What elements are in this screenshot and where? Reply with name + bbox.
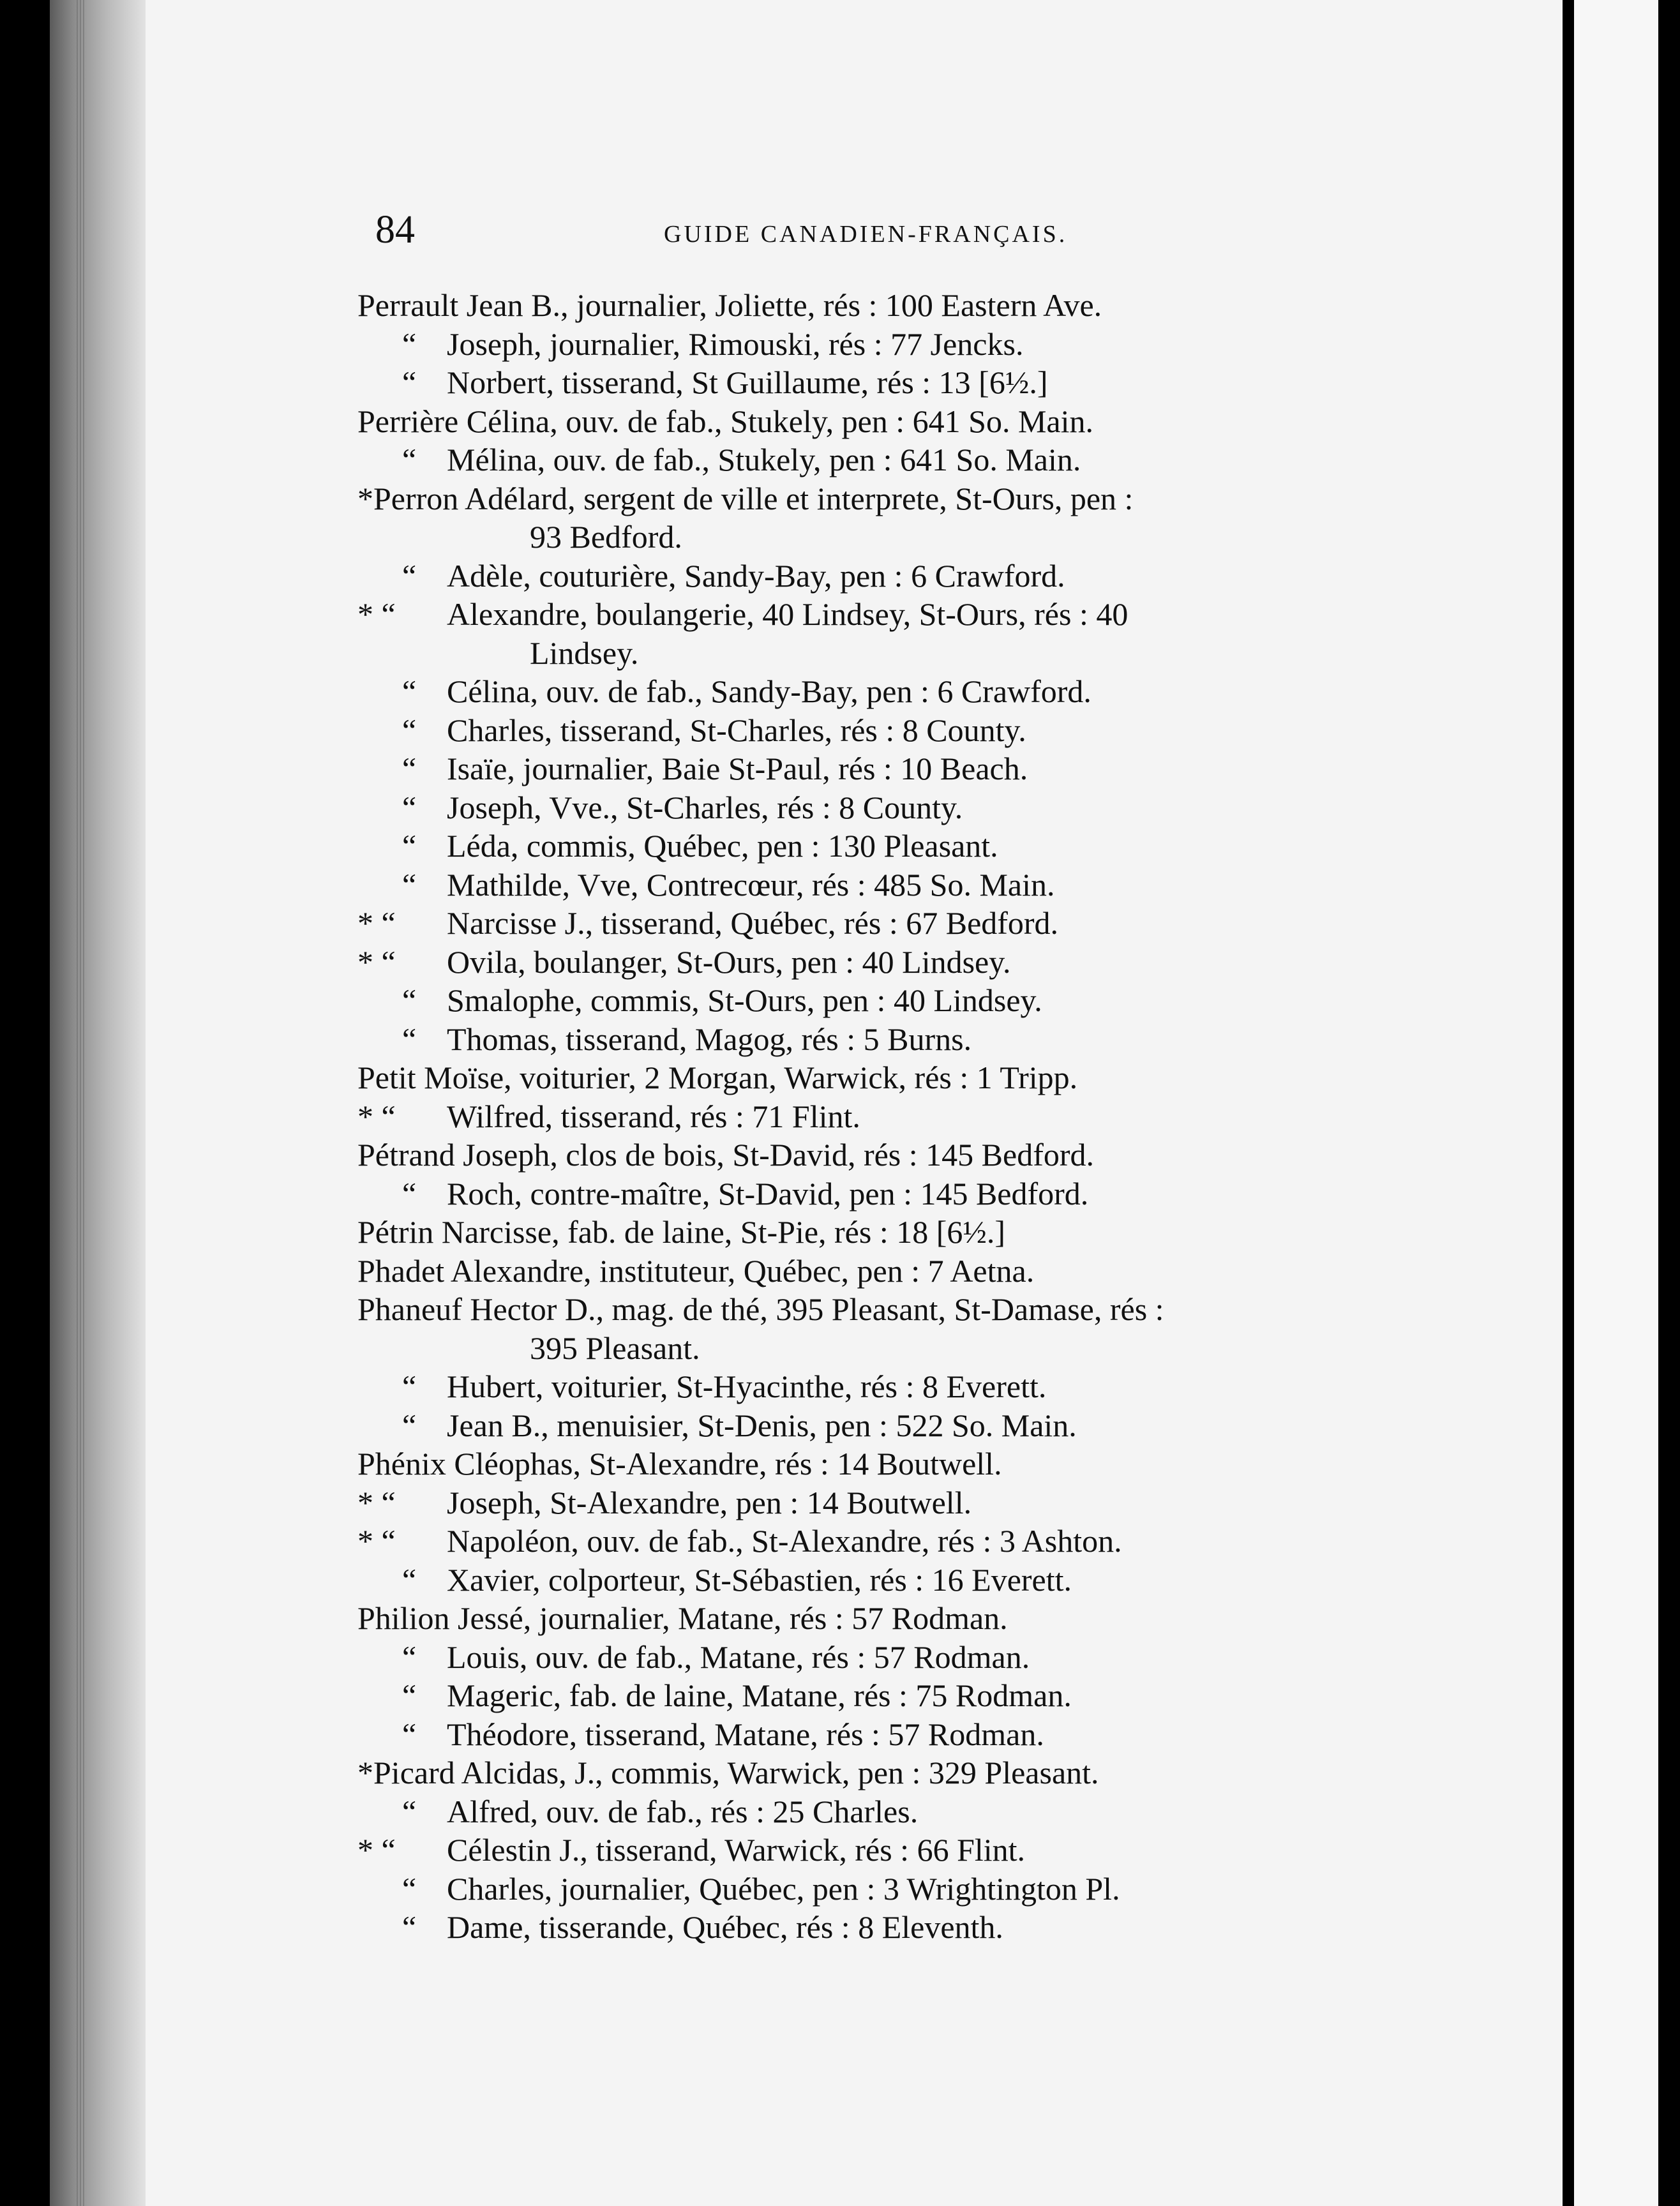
directory-entry (357, 1444, 1481, 1483)
directory-entries (357, 286, 1481, 1947)
ditto-mark: “ (402, 1021, 417, 1057)
directory-entry (357, 943, 1481, 982)
directory-entry (357, 286, 1481, 325)
entry-text: Phénix Cléophas, St-Alexandre, rés : 14 Boutwell. (357, 1446, 1002, 1482)
directory-entry (357, 711, 1481, 750)
directory-entry (357, 402, 1481, 441)
entry-text: Lindsey. (530, 634, 639, 671)
directory-entry (357, 518, 1481, 557)
directory-entry (357, 1561, 1481, 1600)
running-head: GUIDE CANADIEN-FRANÇAIS. (664, 221, 1068, 248)
ditto-mark: * “ (357, 1523, 396, 1559)
entry-text: Célina, ouv. de fab., Sandy-Bay, pen : 6 Crawford. (447, 673, 1091, 709)
directory-entry (357, 1290, 1481, 1329)
ditto-mark: “ (402, 673, 417, 709)
directory-entry (357, 1676, 1481, 1715)
entry-text: Adèle, couturière, Sandy-Bay, pen : 6 Crawford. (447, 557, 1065, 594)
ditto-mark: * “ (357, 1098, 396, 1134)
entry-text: Louis, ouv. de fab., Matane, rés : 57 Rodman. (447, 1639, 1030, 1675)
directory-entry (357, 1522, 1481, 1561)
ditto-mark: “ (402, 1677, 417, 1713)
directory-entry (357, 1792, 1481, 1831)
entry-text: Alexandre, boulangerie, 40 Lindsey, St-Ours, rés : 40 (447, 596, 1129, 632)
directory-entry (357, 1213, 1481, 1252)
entry-text: 93 Bedford. (530, 519, 682, 555)
directory-entry (357, 595, 1481, 634)
entry-text: *Perron Adélard, sergent de ville et interprete, St-Ours, pen : (357, 480, 1134, 516)
entry-text: Wilfred, tisserand, rés : 71 Flint. (447, 1098, 860, 1134)
ditto-mark: “ (402, 326, 417, 362)
entry-text: Perrière Célina, ouv. de fab., Stukely, pen : 641 So. Main. (357, 403, 1094, 439)
directory-entry (357, 672, 1481, 711)
directory-entry (357, 1252, 1481, 1291)
entry-text: Jean B., menuisier, St-Denis, pen : 522 So. Main. (447, 1407, 1077, 1443)
directory-entry (357, 1753, 1481, 1792)
directory-entry (357, 1599, 1481, 1638)
page-number: 84 (375, 208, 415, 251)
entry-text: Hubert, voiturier, St-Hyacinthe, rés : 8 Everett. (447, 1369, 1047, 1404)
entry-text: Mélina, ouv. de fab., Stukely, pen : 641 So. Main. (447, 442, 1081, 477)
ditto-mark: “ (402, 442, 417, 477)
ditto-mark: * “ (357, 1832, 396, 1868)
page-edge-lines (77, 0, 86, 2206)
directory-entry (357, 363, 1481, 402)
ditto-mark: “ (402, 1407, 417, 1443)
ditto-mark: “ (402, 1909, 417, 1945)
directory-entry (357, 1831, 1481, 1870)
entry-text: *Picard Alcidas, J., commis, Warwick, pen : 329 Pleasant. (357, 1755, 1099, 1790)
ditto-mark: “ (402, 789, 417, 825)
ditto-mark: “ (402, 712, 417, 748)
entry-text: Roch, contre-maître, St-David, pen : 145 Bedford. (447, 1175, 1089, 1212)
entry-text: Joseph, Vve., St-Charles, rés : 8 County. (447, 789, 963, 825)
directory-entry (357, 1097, 1481, 1136)
entry-text: Joseph, St-Alexandre, pen : 14 Boutwell. (447, 1484, 972, 1520)
directory-entry (357, 440, 1481, 479)
entry-text: Charles, tisserand, St-Charles, rés : 8 County. (447, 712, 1026, 748)
directory-entry (357, 866, 1481, 904)
directory-entry (357, 1329, 1481, 1368)
directory-entry (357, 1058, 1481, 1097)
entry-text: Phadet Alexandre, instituteur, Québec, pen : 7 Aetna. (357, 1252, 1035, 1289)
entry-text: Pétrin Narcisse, fab. de laine, St-Pie, rés : 18 [6½.] (357, 1214, 1006, 1250)
entry-text: Philion Jessé, journalier, Matane, rés : 57 Rodman. (357, 1600, 1008, 1636)
ditto-mark: “ (402, 828, 417, 864)
book-gutter-shadow (50, 0, 146, 2206)
directory-entry (357, 1406, 1481, 1445)
ditto-mark: “ (402, 1175, 417, 1212)
directory-entry (357, 904, 1481, 943)
entry-text: Alfred, ouv. de fab., rés : 25 Charles. (447, 1793, 919, 1829)
entry-text: Isaïe, journalier, Baie St-Paul, rés : 10 Beach. (447, 751, 1028, 786)
entry-text: Mageric, fab. de laine, Matane, rés : 75 Rodman. (447, 1677, 1072, 1713)
entry-text: Norbert, tisserand, St Guillaume, rés : 13 [6½.] (447, 364, 1048, 400)
entry-text: Thomas, tisserand, Magog, rés : 5 Burns. (447, 1021, 972, 1057)
ditto-mark: “ (402, 557, 417, 594)
entry-text: Pétrand Joseph, clos de bois, St-David, rés : 145 Bedford. (357, 1137, 1095, 1173)
ditto-mark: “ (402, 866, 417, 903)
ditto-mark: * “ (357, 905, 396, 941)
entry-text: Perrault Jean B., journalier, Joliette, rés : 100 Eastern Ave. (357, 287, 1102, 323)
ditto-mark: * “ (357, 943, 396, 980)
directory-entry (357, 1174, 1481, 1213)
directory-entry (357, 1136, 1481, 1174)
ditto-mark: “ (402, 982, 417, 1018)
directory-entry (357, 749, 1481, 788)
ditto-mark: * “ (357, 1484, 396, 1520)
ditto-mark: “ (402, 364, 417, 400)
entry-text: Phaneuf Hector D., mag. de thé, 395 Pleasant, St-Damase, rés : (357, 1291, 1164, 1327)
entry-text: Xavier, colporteur, St-Sébastien, rés : 16 Everett. (447, 1561, 1072, 1598)
entry-text: Mathilde, Vve, Contrecœur, rés : 485 So. Main. (447, 866, 1055, 903)
directory-entry (357, 1715, 1481, 1754)
ditto-mark: “ (402, 1870, 417, 1907)
page-divider (1563, 0, 1574, 2206)
entry-text: 395 Pleasant. (530, 1330, 700, 1366)
entry-text: Léda, commis, Québec, pen : 130 Pleasant. (447, 828, 998, 864)
entry-text: Smalophe, commis, St-Ours, pen : 40 Lindsey. (447, 982, 1042, 1018)
directory-entry (357, 1367, 1481, 1406)
entry-text: Ovila, boulanger, St-Ours, pen : 40 Lindsey. (447, 943, 1011, 980)
entry-text: Théodore, tisserand, Matane, rés : 57 Rodman. (447, 1716, 1044, 1752)
entry-text: Joseph, journalier, Rimouski, rés : 77 Jencks. (447, 326, 1024, 362)
directory-entry (357, 788, 1481, 827)
directory-entry (357, 634, 1481, 673)
directory-entry (357, 557, 1481, 596)
scan-border-right (1658, 0, 1680, 2206)
directory-entry (357, 325, 1481, 364)
directory-entry (357, 1483, 1481, 1522)
directory-entry (357, 1908, 1481, 1947)
ditto-mark: “ (402, 1369, 417, 1404)
entry-text: Petit Moïse, voiturier, 2 Morgan, Warwick, rés : 1 Tripp. (357, 1060, 1078, 1095)
ditto-mark: “ (402, 1639, 417, 1675)
directory-entry (357, 1020, 1481, 1059)
directory-entry (357, 1870, 1481, 1909)
directory-entry (357, 479, 1481, 518)
ditto-mark: “ (402, 1561, 417, 1598)
directory-entry (357, 981, 1481, 1020)
ditto-mark: “ (402, 1716, 417, 1752)
ditto-mark: * “ (357, 596, 396, 632)
ditto-mark: “ (402, 751, 417, 786)
directory-entry (357, 827, 1481, 866)
directory-entry (357, 1638, 1481, 1677)
entry-text: Narcisse J., tisserand, Québec, rés : 67 Bedford. (447, 905, 1059, 941)
entry-text: Dame, tisserande, Québec, rés : 8 Eleventh. (447, 1909, 1003, 1945)
entry-text: Célestin J., tisserand, Warwick, rés : 66 Flint. (447, 1832, 1026, 1868)
ditto-mark: “ (402, 1793, 417, 1829)
entry-text: Napoléon, ouv. de fab., St-Alexandre, rés : 3 Ashton. (447, 1523, 1122, 1559)
entry-text: Charles, journalier, Québec, pen : 3 Wrightington Pl. (447, 1870, 1120, 1907)
